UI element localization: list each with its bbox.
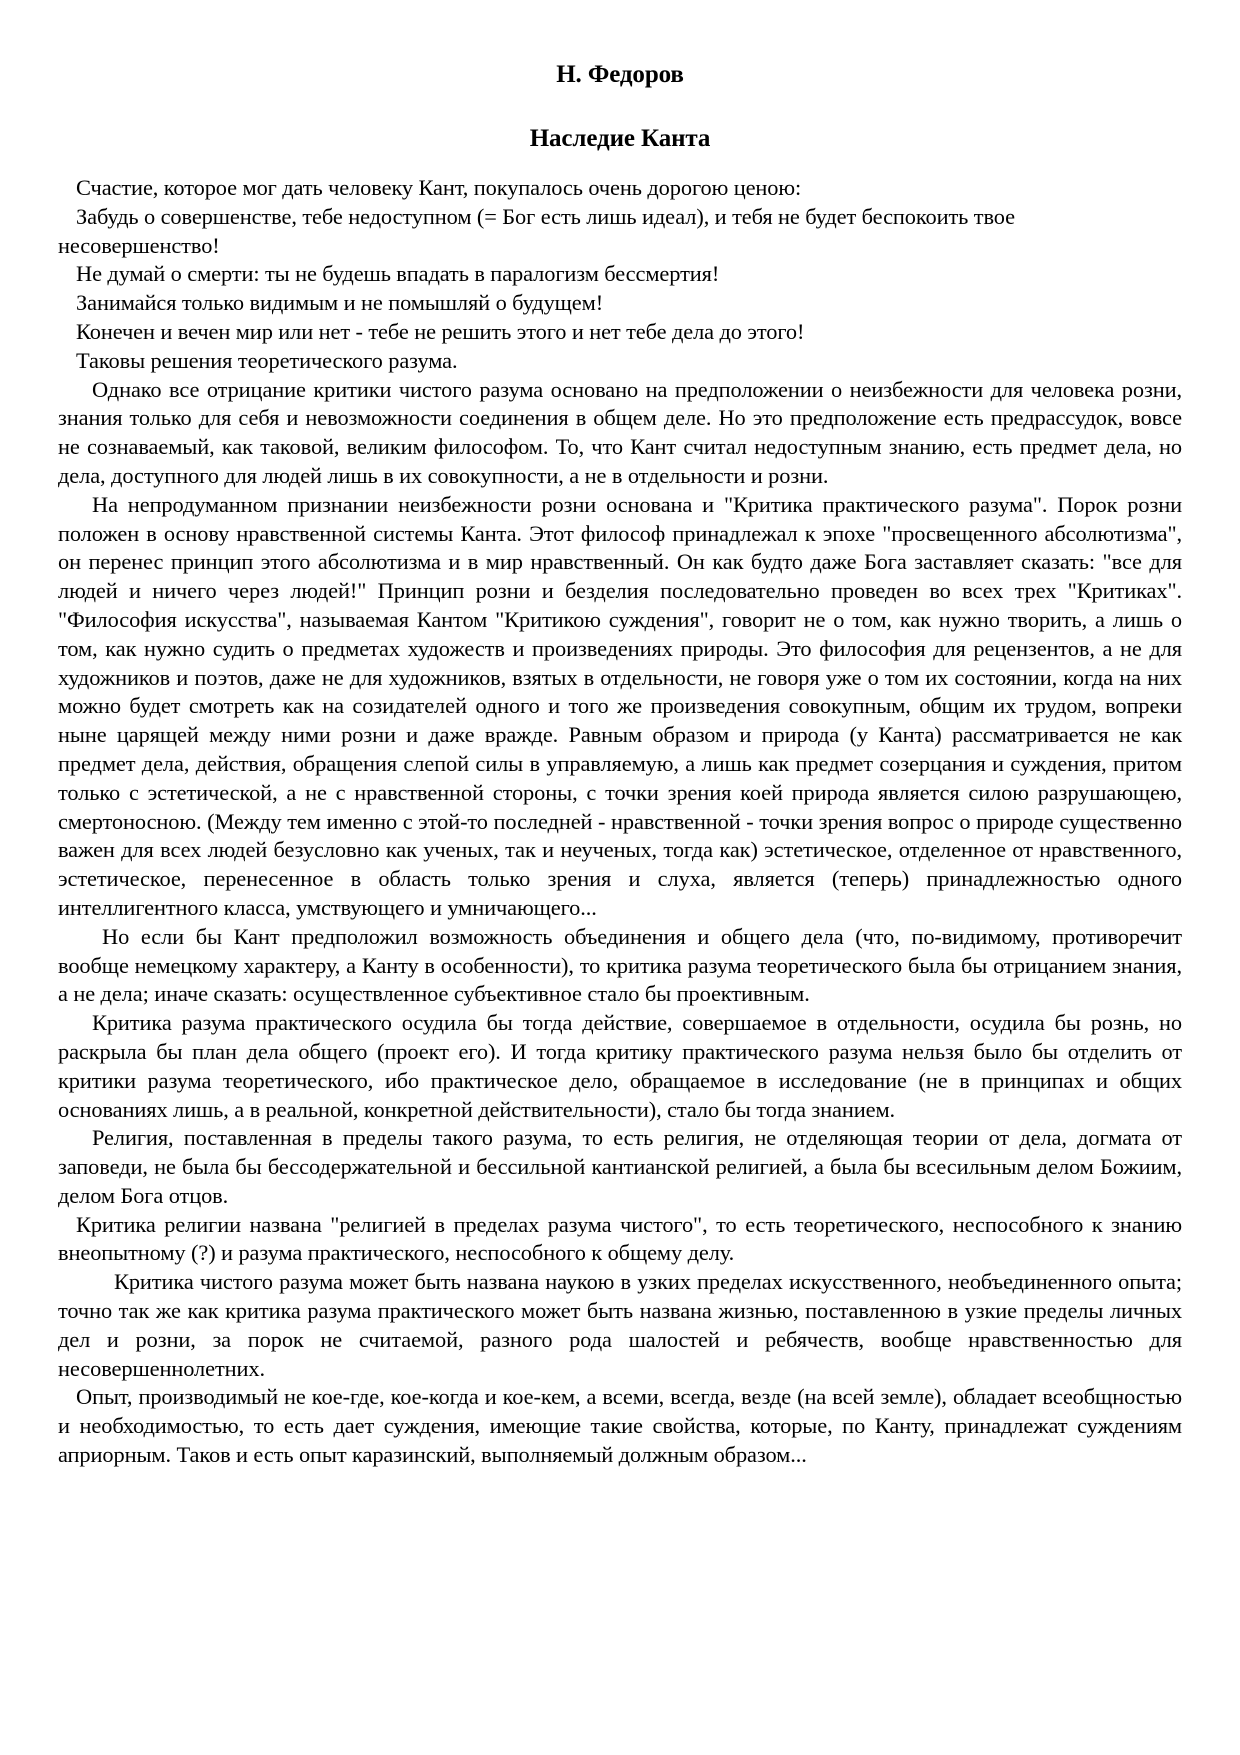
document-title: Наследие Канта <box>529 125 711 152</box>
paragraph: Не думай о смерти: ты не будешь впадать в паралогизм бессмертия! <box>76 261 720 287</box>
document-author: Н. Федоров <box>556 61 684 88</box>
paragraph: Критика разума практического осудила бы тогда действие, совершаемое в отдельности, осудила бы рознь, но раскрыла бы план дела общего (проект его). И тогда критику практического разума нельзя было бы отделить от критики разума теоретического, ибо практическое дело, обращаемое в исследование (не в принципах и общих основаниях лишь, а в реальной, конкретной действительности), стало бы тогда знанием. <box>58 1010 1182 1122</box>
paragraph: Но если бы Кант предположил возможность объединения и общего дела (что, по-видимому, противоречит вообще немецкому характеру, а Канту в особенности), то критика разума теоретического была бы отрицанием знания, а не дела; иначе сказать: осуществленное субъективное стало бы проективным. <box>58 923 1182 1007</box>
paragraph: Религия, поставленная в пределы такого разума, то есть религия, не отделяющая теории от дела, догмата от заповеди, не была бы бессодержательной и бессильной кантианской религией, а была бы всесильным делом Божиим, делом Бога отцов. <box>58 1125 1182 1208</box>
paragraph: Конечен и вечен мир или нет - тебе не решить этого и нет тебе дела до этого! <box>76 318 805 344</box>
document-page <box>58 50 1182 1470</box>
document-body <box>58 174 1182 1470</box>
paragraph: На непродуманном признании неизбежности розни основана и "Критика практического разума". Порок розни положен в основу нравственной системы Канта. Этот философ принадлежал к эпохе "просвещенного абсолютизма", он перенес принцип этого абсолютизма и в мир нравственный. Он как будто даже Бога заставляет сказать: "все для людей и ничего через людей!" Принцип розни и безделия последовательно проведен во всех трех "Критиках". "Философия искусства", называемая Кантом "Критикою суждения", говорит не о том, как нужно творить, а лишь о том, как нужно судить о предметах художеств и произведениях природы. Это философия для рецензентов, а не для художников и поэтов, даже не для художников, взятых в отдельности, не говоря уже о том их состоянии, когда на них можно будет смотреть как на созидателей одного и того же произведения совокупным, общим их трудом, вопреки ныне царящей между ними розни и даже вражде. Равным образом и природа (у Канта) рассматривается не как предмет дела, действия, обращения слепой силы в управляемую, а лишь как предмет созерцания и суждения, притом только с эстетической, а не с нравственной стороны, с точки зрения коей природа является силою разрушающею, смертоносною. (Между тем именно с этой-то последней - нравственной - точки зрения вопрос о природе существенно важен для всех людей безусловно как ученых, так и неученых, тогда как) эстетическое, отделенное от нравственного, эстетическое, перенесенное в область только зрения и слуха, является (теперь) принадлежностью одного интеллигентного класса, умствующего и умничающего... <box>58 491 1182 920</box>
paragraph: Опыт, производимый не кое-где, кое-когда и кое-кем, а всеми, всегда, везде (на всей земле), обладает всеобщностью и необходимостью, то есть дает суждения, имеющие такие свойства, которые, по Канту, принадлежат суждениям априорным. Таков и есть опыт каразинский, выполняемый должным образом... <box>58 1384 1182 1468</box>
paragraph: Критика религии названа "религией в пределах разума чистого", то есть теоретического, неспособного к знанию внеопытному (?) и разума практического, неспособного к общему делу. <box>58 1211 1182 1266</box>
paragraph: Таковы решения теоретического разума. <box>76 347 458 373</box>
paragraph: Забудь о совершенстве, тебе недоступном (= Бог есть лишь идеал), и тебя не будет беспокоить твое несовершенство! <box>58 203 1016 258</box>
paragraph: Счастие, которое мог дать человеку Кант, покупалось очень дорогою ценою: <box>76 175 802 200</box>
paragraph: Критика чистого разума может быть названа наукою в узких пределах искусственного, необъединенного опыта; точно так же как критика разума практического может быть названа жизнью, поставленною в узкие пределы личных дел и розни, за порок не считаемой, разного рода шалостей и ребячеств, вообще нравственностью для несовершеннолетних. <box>58 1269 1182 1381</box>
paragraph: Занимайся только видимым и не помышляй о будущем! <box>76 290 604 316</box>
paragraph: Однако все отрицание критики чистого разума основано на предположении о неизбежности для человека розни, знания только для себя и невозможности соединения в общем деле. Но это предположение есть предрассудок, вовсе не сознаваемый, как таковой, великим философом. То, что Кант считал недоступным знанию, есть предмет дела, но дела, доступного для людей лишь в их совокупности, а не в отдельности и розни. <box>58 376 1182 488</box>
